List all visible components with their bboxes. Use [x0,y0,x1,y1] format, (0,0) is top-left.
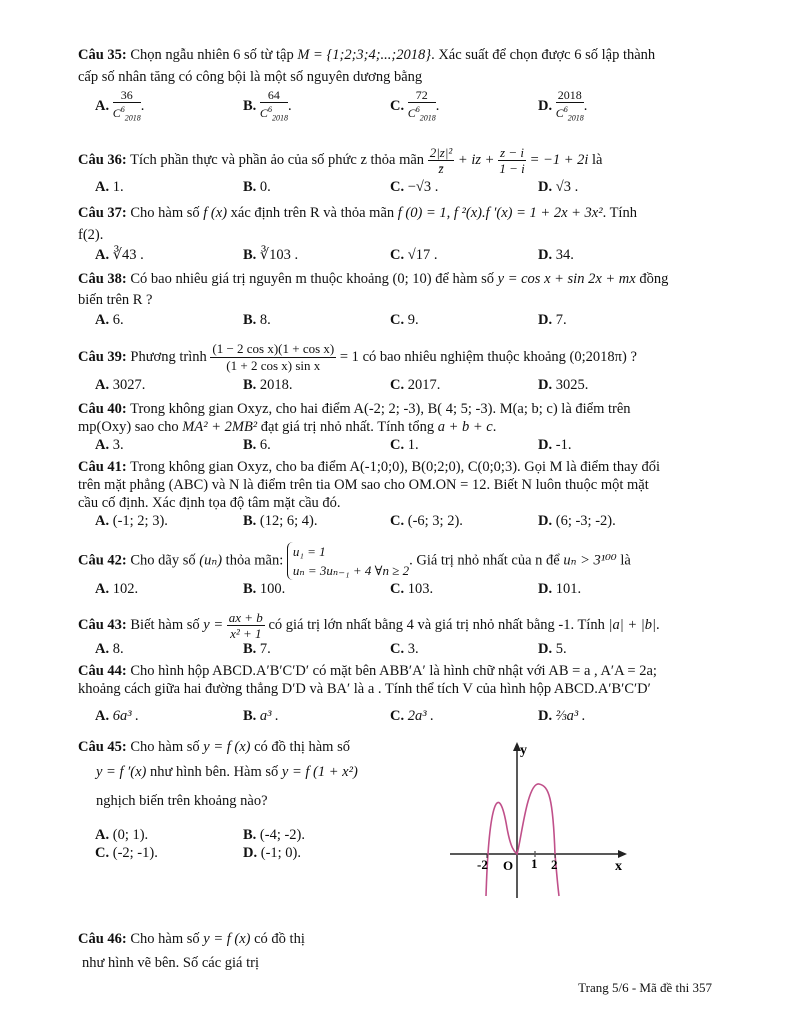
option-value: (-1; 2; 3). [112,513,168,529]
option-label: B. [243,513,257,529]
q44-option-a[interactable] [95,707,139,725]
q38-func: y = cos x + sin 2x + mx [497,271,636,287]
q40-line1-text: Trong không gian Oxyz, cho hai điểm A(-2; 2; -3), B( 4; 5; -3). M(a; b; c) là điểm trên [130,401,631,417]
q46-line1 [78,930,305,948]
option-value: (0; 1). [112,827,149,843]
fraction-numerator: (1 − 2 cos x)(1 + cos x) [212,341,335,356]
option-value: 100. [259,581,286,597]
option-label: A. [95,827,110,843]
graph-tick-label-1: 1 [531,856,538,871]
q36-option-c[interactable] [390,178,438,196]
option-value: 6a³ . [112,708,139,724]
option-label: B. [243,581,257,597]
fraction-numerator: 72 [408,88,436,103]
q37-option-c[interactable] [390,246,437,264]
option-label: C. [390,247,405,263]
graph-tick-label-minus-2: -2 [477,857,488,872]
q42-option-a[interactable] [95,580,138,598]
q35-d-fraction [556,88,584,125]
option-label: A. [95,581,110,597]
q42-line1 [78,542,631,580]
q39-rhs: = 1 [339,348,359,365]
q42-cond: uₙ > 3¹⁰⁰ [563,552,617,569]
q36-option-d[interactable] [538,178,578,196]
q40-line2 [78,418,496,436]
q43-head: Câu 43: [78,616,127,633]
den-sub: 2018 [419,113,436,123]
q41-line1-text: Trong không gian Oxyz, cho ba điểm A(-1;0;0), B(0;2;0), C(0;0;3). Gọi M là điểm thay đổi [130,459,660,475]
q45-line2b: như hình bên. Hàm số [150,764,279,780]
fraction-numerator: 2018 [556,88,584,103]
option-label: D. [538,581,553,597]
den-sup: 6 [120,105,125,114]
q35-line1 [78,46,655,64]
option-value: ∛43 . [112,247,144,263]
option-value: √3 . [555,179,579,195]
derivative-curve [486,784,559,896]
q35-head: Câu 35: [78,47,127,63]
option-value: 7. [259,641,271,657]
option-value: 1. [407,437,419,453]
q46-line1a: Cho hàm số [130,931,200,947]
q42-head: Câu 42: [78,552,127,569]
option-label: D. [538,247,553,263]
q38-option-a[interactable] [95,311,124,329]
option-label: C. [390,437,405,453]
q45-line3: nghịch biến trên khoảng nào? [96,793,268,809]
q37-line2: f(2). [78,227,104,243]
option-label: B. [243,179,257,195]
option-label: A. [95,247,110,263]
option-value: ∛103 . [259,247,299,263]
option-value: 102. [112,581,139,597]
option-label: D. [538,98,553,115]
graph-origin: O [503,858,514,873]
option-label: A. [95,377,110,393]
q41-option-d[interactable] [538,512,616,530]
q35-set: M = {1;2;3;4;...;2018} [297,47,432,63]
q46-f: y = f (x) [203,931,251,947]
option-label: B. [243,708,257,724]
den-base: C [259,106,268,120]
q44-option-c[interactable] [390,707,434,725]
option-label: B. [243,312,257,328]
q45-head: Câu 45: [78,739,127,755]
den-sup: 6 [415,105,420,114]
q39-tail: ? [630,348,637,365]
option-value: 2a³ . [407,708,434,724]
den-base: C [112,106,121,120]
fraction-numerator: 36 [113,88,141,103]
graph-tick-label-2: 2 [551,857,558,872]
q43-text1: Biết hàm số [130,616,200,633]
fraction-numerator: 2|z|² [429,145,453,160]
option-value: (12; 6; 4). [259,513,318,529]
option-label: C. [390,581,405,597]
den-base: C [555,106,564,120]
option-value: -1. [555,437,572,453]
q36-head: Câu 36: [78,151,127,168]
option-value: a³ . [259,708,279,724]
q35-a-fraction [113,88,141,125]
q37-option-a[interactable] [95,246,144,264]
q39-head: Câu 39: [78,348,127,365]
option-value: (-2; -1). [112,845,158,861]
q45-line1a: Cho hàm số [130,739,200,755]
system-line-2: uₙ = 3uₙ₋₁ + 4 ∀n ≥ 2 [292,563,410,578]
option-value: 3. [407,641,419,657]
q43-fraction [227,610,265,641]
q36-line1 [78,145,602,176]
option-value: 3027. [112,377,146,393]
q44-head: Câu 44: [78,663,127,679]
q40-line2c: . [492,419,497,435]
q43-lhs: y = [203,616,224,633]
q45-line1b: có đồ thị hàm số [254,739,350,755]
q39-option-c[interactable] [390,376,440,394]
fraction-denominator: 1 − i [499,161,525,176]
q45-graph [445,738,635,900]
q45-f3: y = f (1 + x²) [281,764,358,780]
option-value: 7. [555,312,567,328]
option-label: C. [390,641,405,657]
option-label: B. [243,641,257,657]
option-value: 101. [555,581,582,597]
option-label: D. [538,513,553,529]
q35-line2: cấp số nhân tăng có công bội là một số nguyên dương bằng [78,69,423,85]
option-label: A. [95,513,110,529]
q41-option-c[interactable] [390,512,463,530]
fraction-denominator [113,103,141,125]
option-value: 0. [259,179,271,195]
q35-option-d[interactable]: D. $\frac{2018}{C^6_{2018}}$ . [538,88,587,125]
fraction-denominator: z̄ [438,161,444,176]
option-label: A. [95,312,110,328]
option-label: D. [243,845,258,861]
option-value: 1. [112,179,124,195]
option-label: C. [390,179,405,195]
q44-option-d[interactable] [538,707,585,725]
q42-system [287,542,409,580]
option-label: A. [95,437,110,453]
option-label: A. [95,641,110,657]
q36-option-a[interactable] [95,178,124,196]
fraction-denominator [556,103,584,125]
q36-option-b[interactable] [243,178,271,196]
q45-f1: y = f (x) [203,739,251,755]
den-sub: 2018 [271,113,288,123]
option-value: 6. [259,437,271,453]
q42-seq: (uₙ) [199,552,223,569]
option-label: C. [95,845,110,861]
option-value: 5. [555,641,567,657]
q46-line1b: có đồ thị [254,931,305,947]
q45-line2 [96,763,358,781]
den-sub: 2018 [567,113,584,123]
q42-option-b[interactable] [243,580,285,598]
q35-c-fraction [408,88,436,125]
option-label: D. [538,179,553,195]
q37-line1 [78,204,637,222]
q39-option-d[interactable] [538,376,588,394]
q42-text2: thỏa mãn: [225,552,284,569]
graph-ylabel: y [520,743,527,758]
q38-head: Câu 38: [78,271,127,287]
option-value: (6; -3; -2). [555,513,616,529]
option-value: 8. [112,641,124,657]
q45-f2: y = f ′(x) [96,764,147,780]
fraction-denominator: (1 + 2 cos x) sin x [226,358,321,373]
q44-line1 [78,662,657,680]
q36-frac2 [498,145,526,176]
fraction-denominator [260,103,288,125]
q44-line2: khoảng cách giữa hai đường thẳng D′D và BA′ là a . Tính thể tích V của hình hộp ABCD.A′B′C′D′ [78,681,651,697]
q46-line2: như hình vẽ bên. Số các giá trị [82,955,259,971]
option-label: D. [538,377,553,393]
q36-frac1 [428,145,455,176]
option-value: 3. [112,437,124,453]
q38-option-b[interactable] [243,311,271,329]
q39-text2: có bao nhiêu nghiệm thuộc khoảng [362,348,566,365]
q44-line1-text: Cho hình hộp ABCD.A′B′C′D′ có mặt bên ABB′A′ là hình chữ nhật với AB = a , A′A = 2a; [130,663,657,679]
q44-option-b[interactable] [243,707,279,725]
fraction-numerator: z − i [500,145,524,160]
option-value: (-4; -2). [259,827,306,843]
q40-expr: MA² + 2MB² [182,419,258,435]
option-value: √17 . [407,247,438,263]
q37-text1: Cho hàm số [130,205,200,221]
q40-head: Câu 40: [78,401,127,417]
den-sub: 2018 [124,113,141,123]
q45-line1 [78,738,350,756]
fraction-numerator: ax + b [228,610,263,625]
option-label: D. [538,641,553,657]
q45-option-c[interactable] [95,844,158,862]
q43-line1 [78,610,660,641]
option-label: D. [538,312,553,328]
q36-eq-rhs: = −1 + 2i [529,151,589,168]
q35-option-b[interactable]: B. $\frac{64}{C^6_{2018}}$ . [243,88,292,125]
option-label: D. [538,708,553,724]
fraction-denominator [408,103,436,125]
q42-text3: . Giá trị nhỏ nhất của n để [409,552,560,569]
q40-line2a: mp(Oxy) sao cho [78,419,179,435]
q37-text3: . Tính [602,205,637,221]
q35-b-fraction [260,88,288,125]
q38-line2: biến trên R ? [78,292,153,308]
option-value: 2018. [259,377,293,393]
q45-option-a[interactable] [95,826,148,844]
option-label: B. [243,247,257,263]
option-label: C. [390,98,405,115]
q37-head: Câu 37: [78,205,127,221]
q42-text1: Cho dãy số [130,552,196,569]
q42-option-c[interactable] [390,580,433,598]
q35-option-a[interactable]: A. $\frac{36}{C^6_{2018}}$ . [95,88,144,125]
q43-option-b[interactable] [243,640,271,658]
q37-option-b[interactable] [243,246,298,264]
option-label: B. [243,437,257,453]
q43-option-d[interactable] [538,640,567,658]
x-axis-arrow-icon [618,850,627,858]
graph-xlabel: x [615,859,622,874]
den-base: C [407,106,416,120]
q41-line1 [78,458,660,476]
q40-option-d[interactable] [538,436,571,454]
fraction-numerator: 64 [260,88,288,103]
option-label: B. [243,98,257,115]
q36-tail: là [592,151,603,168]
q37-text2: xác định trên R và thỏa mãn [230,205,395,221]
q40-option-c[interactable] [390,436,419,454]
q39-fraction [210,341,336,374]
option-value: (-6; 3; 2). [407,513,463,529]
option-label: D. [538,437,553,453]
option-label: C. [390,513,405,529]
system-line-1: u₁ = 1 [292,544,326,559]
option-label: A. [95,98,110,115]
q41-line2: trên mặt phẳng (ABC) và N là điểm trên tia OM sao cho OM.ON = 12. Biết N luôn thuộc một mặt [78,477,649,493]
q35-text2: . Xác suất để chọn được 6 số lập thành [431,47,656,63]
q39-text1: Phương trình [130,348,207,365]
option-value: 9. [407,312,419,328]
option-value: (-1; 0). [260,845,301,861]
q38-option-d[interactable] [538,311,567,329]
q39-interval: (0;2018π) [569,348,627,365]
q43-text2: có giá trị lớn nhất bằng 4 và giá trị nhỏ nhất bằng -1. Tính [268,616,605,633]
option-label: C. [390,708,405,724]
q35-text1: Chọn ngẫu nhiên 6 số từ tập [130,47,294,63]
fraction-denominator: x² + 1 [230,626,262,641]
option-label: A. [95,708,110,724]
q42-tail: là [620,552,631,569]
option-value: 3025. [555,377,589,393]
q39-option-a[interactable] [95,376,145,394]
page-footer: Trang 5/6 - Mã đề thi 357 [578,980,712,995]
option-value: 103. [407,581,434,597]
q36-text: Tích phần thực và phần ảo của số phức z thỏa mãn [130,151,425,168]
q37-cond: f (0) = 1, f ²(x).f ′(x) = 1 + 2x + 3x² [397,205,603,221]
q37-option-d[interactable] [538,246,574,264]
option-label: C. [390,312,405,328]
q40-line2b: đạt giá trị nhỏ nhất. Tính tổng [260,419,435,435]
option-value: 8. [259,312,271,328]
q41-option-a[interactable] [95,512,168,530]
q35-option-c[interactable]: C. $\frac{72}{C^6_{2018}}$ . [390,88,439,125]
option-label: B. [243,377,257,393]
option-label: B. [243,827,257,843]
q36-eq-mid: + iz + [457,151,495,168]
q45-option-d[interactable] [243,844,301,862]
q37-fx: f (x) [203,205,228,221]
q40-sum: a + b + c [437,419,493,435]
q42-option-d[interactable] [538,580,581,598]
q40-option-a[interactable] [95,436,124,454]
q39-line1 [78,341,637,374]
option-value: −√3 . [407,179,439,195]
option-label: C. [390,377,405,393]
q38-text2: đồng [639,271,669,287]
q43-option-a[interactable] [95,640,124,658]
q43-tail: . [655,616,660,633]
q40-line1 [78,400,631,418]
q38-option-c[interactable] [390,311,419,329]
q41-head: Câu 41: [78,459,127,475]
option-value: ⅔a³ . [555,708,586,724]
q38-line1 [78,270,668,288]
q41-line3: cầu cố định. Xác định tọa độ tâm mặt cầu đó. [78,495,341,511]
q38-text1: Có bao nhiêu giá trị nguyên m thuộc khoảng (0; 10) để hàm số [130,271,495,287]
option-value: 6. [112,312,124,328]
option-value: 2017. [407,377,441,393]
q46-head: Câu 46: [78,931,127,947]
q39-option-b[interactable] [243,376,293,394]
option-label: A. [95,179,110,195]
q43-expr: |a| + |b| [608,616,656,633]
q45-option-b[interactable] [243,826,305,844]
q43-option-c[interactable] [390,640,419,658]
q41-option-b[interactable] [243,512,318,530]
option-value: 34. [555,247,574,263]
den-sup: 6 [267,105,272,114]
den-sup: 6 [563,105,568,114]
q40-option-b[interactable] [243,436,271,454]
